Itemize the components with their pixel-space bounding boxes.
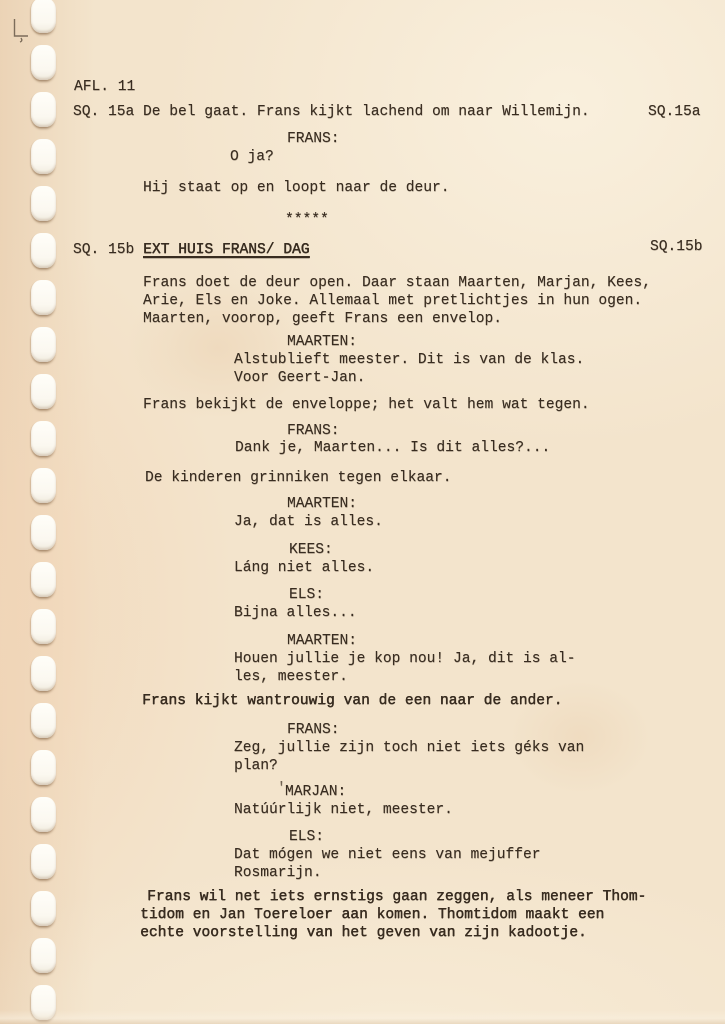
dialogue-maarten-1-line-2: Voor Geert-Jan. bbox=[234, 370, 366, 386]
action-6-line-2: tidom en Jan Toereloer aan komen. Thomtidom maakt een bbox=[140, 907, 605, 923]
dialogue-maarten-1-name: MAARTEN: bbox=[287, 334, 358, 350]
dialogue-maarten-1-line-1: Alstublieft meester. Dit is van de klas. bbox=[234, 352, 585, 368]
action-2-line-3: Maarten, voorop, geeft Frans een envelop. bbox=[143, 311, 503, 327]
dialogue-els-2-line-2: Rosmarijn. bbox=[234, 865, 322, 881]
binder-hole bbox=[31, 562, 56, 597]
scene-15a-description: De bel gaat. Frans kijkt lachend om naar Willemijn. bbox=[143, 104, 590, 120]
binder-hole bbox=[31, 515, 56, 550]
dialogue-els-2-line-1: Dat mógen we niet eens van mejuffer bbox=[234, 847, 541, 863]
dialogue-frans-2-name: FRANS: bbox=[287, 423, 340, 439]
dialogue-els-2-name: ELS: bbox=[289, 829, 325, 845]
dialogue-frans-3-line-1: Zeg, jullie zijn toch niet iets géks van bbox=[234, 740, 585, 756]
dialogue-maarten-3-name: MAARTEN: bbox=[287, 633, 358, 649]
dialogue-els-1-name: ELS: bbox=[289, 587, 325, 603]
binder-hole bbox=[31, 327, 56, 362]
dialogue-marjan-1-name: MARJAN: bbox=[285, 784, 347, 800]
scene-separator: ***** bbox=[285, 212, 329, 228]
dialogue-kees-1-name: KEES: bbox=[289, 542, 333, 558]
binder-hole bbox=[31, 750, 56, 785]
binder-hole bbox=[31, 374, 56, 409]
binder-hole bbox=[31, 186, 56, 221]
scene-15a-right-label: SQ.15a bbox=[648, 104, 701, 120]
binder-hole bbox=[31, 139, 56, 174]
binder-hole bbox=[31, 0, 56, 33]
action-5: Frans kijkt wantrouwig van de een naar de ander. bbox=[142, 693, 563, 709]
binder-hole bbox=[31, 609, 56, 644]
scene-15b-heading: EXT HUIS FRANS/ DAG bbox=[143, 242, 310, 258]
action-6-line-1: Frans wil net iets ernstigs gaan zeggen, als meneer Thom- bbox=[147, 889, 647, 905]
binder-hole bbox=[31, 703, 56, 738]
action-3: Frans bekijkt de enveloppe; het valt hem wat tegen. bbox=[143, 397, 590, 413]
binder-hole bbox=[31, 280, 56, 315]
dialogue-frans-1-name: FRANS: bbox=[287, 131, 340, 147]
binder-hole bbox=[31, 421, 56, 456]
dialogue-frans-1-line-1: O ja? bbox=[230, 149, 274, 165]
dialogue-frans-3-name: FRANS: bbox=[287, 722, 340, 738]
scene-15b-label: SQ. 15b bbox=[73, 242, 135, 258]
dialogue-maarten-2-line-1: Ja, dat is alles. bbox=[234, 514, 383, 530]
dialogue-kees-1-line-1: Láng niet alles. bbox=[234, 560, 375, 576]
dialogue-frans-3-line-2: plan? bbox=[234, 758, 278, 774]
binder-hole bbox=[31, 985, 56, 1020]
binder-hole bbox=[31, 468, 56, 503]
action-1: Hij staat op en loopt naar de deur. bbox=[143, 180, 450, 196]
dialogue-maarten-3-line-2: les, meester. bbox=[234, 669, 348, 685]
binder-hole bbox=[31, 938, 56, 973]
stray-typewriter-mark: ' bbox=[277, 781, 286, 797]
dialogue-frans-2-line-1: Dank je, Maarten... Is dit alles?... bbox=[235, 440, 551, 456]
dialogue-els-1-line-1: Bijna alles... bbox=[234, 605, 357, 621]
binder-hole bbox=[31, 233, 56, 268]
episode-label: AFL. 11 bbox=[74, 79, 136, 95]
binder-hole bbox=[31, 844, 56, 879]
binder-hole bbox=[31, 891, 56, 926]
scene-15b-right-label: SQ.15b bbox=[650, 239, 703, 255]
binder-hole bbox=[31, 45, 56, 80]
dialogue-marjan-1-line-1: Natúúrlijk niet, meester. bbox=[234, 802, 453, 818]
binder-hole bbox=[31, 92, 56, 127]
action-6-line-3: echte voorstelling van het geven van zijn kadootje. bbox=[140, 925, 587, 941]
action-2-line-2: Arie, Els en Joke. Allemaal met pretlichtjes in hun ogen. bbox=[143, 293, 643, 309]
dialogue-maarten-2-name: MAARTEN: bbox=[287, 496, 358, 512]
dialogue-maarten-3-line-1: Houen jullie je kop nou! Ja, dit is al- bbox=[234, 651, 576, 667]
scene-15a-label: SQ. 15a bbox=[73, 104, 135, 120]
action-2-line-1: Frans doet de deur open. Daar staan Maarten, Marjan, Kees, bbox=[143, 275, 651, 291]
binder-hole bbox=[31, 797, 56, 832]
action-4: De kinderen grinniken tegen elkaar. bbox=[145, 470, 452, 486]
binder-hole bbox=[31, 656, 56, 691]
